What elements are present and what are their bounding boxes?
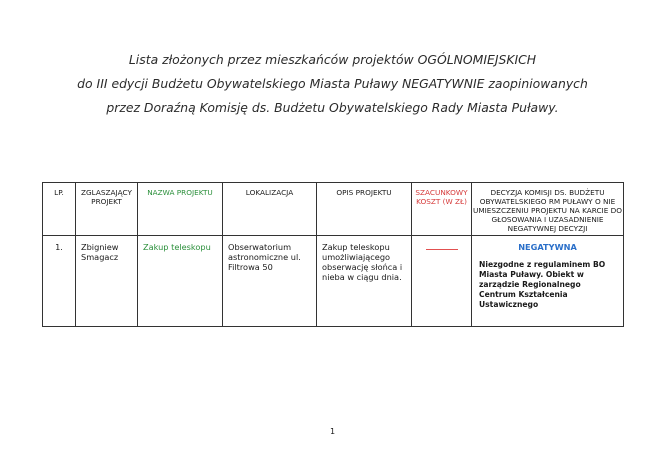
heading-line-2: do III edycji Budżetu Obywatelskiego Miasta Puławy NEGATYWNIE zaopiniowanych — [77, 76, 588, 91]
heading-line-1: Lista złożonych przez mieszkańców projektów OGÓLNOMIEJSKICH — [128, 52, 537, 67]
header-location: LOKALIZACJA — [223, 183, 317, 236]
header-applicant: ZGLASZAJĄCY PROJEKT — [76, 183, 138, 236]
document-heading — [0, 48, 665, 120]
table-row — [43, 236, 624, 327]
cell-lp: 1. — [43, 236, 76, 327]
cell-cost — [412, 236, 472, 327]
heading-line-3: przez Doraźną Komisję ds. Budżetu Obywatelskiego Rady Miasta Puławy. — [106, 100, 559, 115]
header-cost: SZACUNKOWY KOSZT (W ZŁ) — [412, 183, 472, 236]
cell-applicant: Zbigniew Smagacz — [76, 236, 138, 327]
page-number: 1 — [329, 427, 336, 436]
table-header-row — [43, 183, 624, 236]
cell-description: Zakup teleskopu umożliwiającego obserwację słońca i nieba w ciągu dnia. — [317, 236, 412, 327]
header-lp: LP. — [43, 183, 76, 236]
header-decision: DECYZJA KOMISJI DS. BUDŻETU OBYWATELSKIEGO RM PUŁAWY O NIE UMIESZCZENIU PROJEKTU NA KARCIE DO GŁOSOWANIA I UZASADNIENIE NEGATYWNEJ DECYZJI — [472, 183, 624, 236]
decision-verdict: NEGATYWNA — [518, 242, 577, 252]
cell-decision — [472, 236, 624, 327]
cost-dash-line — [426, 249, 458, 250]
cell-location: Obserwatorium astronomiczne ul. Filtrowa 50 — [223, 236, 317, 327]
header-project-name: NAZWA PROJEKTU — [138, 183, 223, 236]
decision-justification: Niezgodne z regulaminem BO Miasta Puławy. Obiekt w zarządzie Regionalnego Centrum Kształcenia Ustawicznego — [479, 260, 606, 309]
cell-project-name: Zakup teleskopu — [138, 236, 223, 327]
header-description: OPIS PROJEKTU — [317, 183, 412, 236]
projects-table — [42, 182, 624, 327]
